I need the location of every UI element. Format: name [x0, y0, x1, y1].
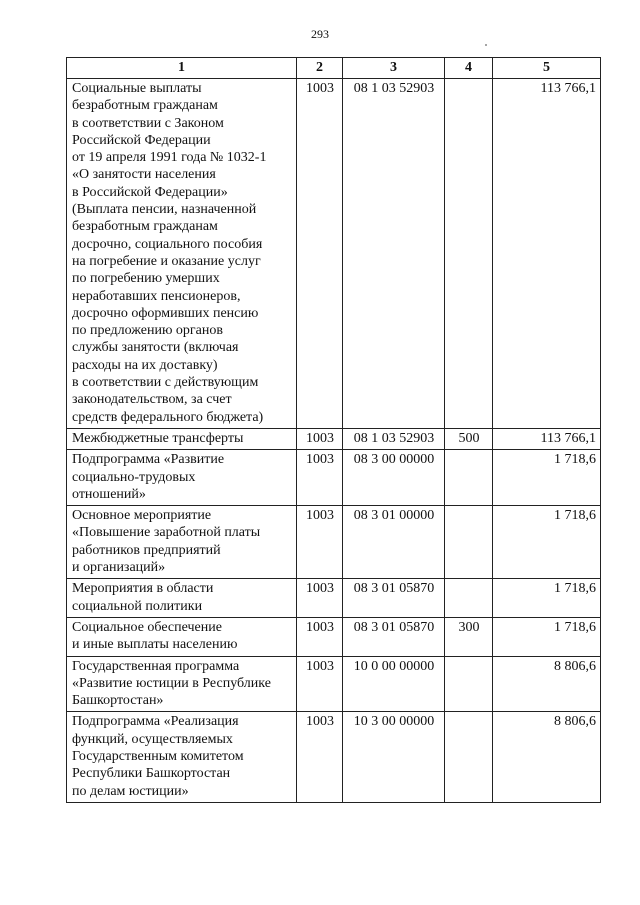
- amount-cell: 1 718,6: [493, 579, 601, 618]
- section-cell: 1003: [297, 428, 343, 449]
- row-name-line: работников предприятий: [72, 542, 221, 558]
- row-name-cell: [67, 712, 297, 802]
- amount-cell: 1 718,6: [493, 450, 601, 506]
- row-name-line: расходы на их доставку): [72, 357, 218, 373]
- row-name-line: и организаций»: [72, 560, 166, 576]
- header-col-5: 5: [493, 58, 601, 79]
- amount-cell: 8 806,6: [493, 712, 601, 802]
- row-name-line: по делам юстиции»: [72, 783, 189, 799]
- amount-cell: 8 806,6: [493, 656, 601, 712]
- header-col-2: 2: [297, 58, 343, 79]
- row-name-cell: [67, 579, 297, 618]
- row-name-line: по погребению умерших: [72, 271, 220, 287]
- header-row: [67, 58, 601, 79]
- header-col-3: 3: [343, 58, 445, 79]
- table-row: [67, 506, 601, 579]
- row-name-line: Российской Федерации: [72, 132, 211, 148]
- budget-table: [66, 57, 601, 803]
- row-name-line: неработавших пенсионеров,: [72, 288, 241, 304]
- target-code-cell: 10 3 00 00000: [343, 712, 445, 802]
- row-name-line: на погребение и оказание услуг: [72, 253, 261, 269]
- row-name-line: досрочно, социального пособия: [72, 236, 263, 252]
- row-name-cell: [67, 450, 297, 506]
- row-name-line: Государственная программа: [72, 658, 240, 674]
- target-code-cell: 08 3 01 05870: [343, 617, 445, 656]
- section-cell: 1003: [297, 617, 343, 656]
- row-name-line: функций, осуществляемых: [72, 731, 233, 747]
- amount-cell: 113 766,1: [493, 428, 601, 449]
- row-name-line: социальной политики: [72, 598, 203, 614]
- section-cell: 1003: [297, 579, 343, 618]
- row-name-line: «О занятости населения: [72, 167, 216, 183]
- row-name-cell: [67, 656, 297, 712]
- row-name-line: Подпрограмма «Развитие: [72, 452, 225, 468]
- row-name-line: в соответствии с Законом: [72, 115, 224, 131]
- section-cell: 1003: [297, 712, 343, 802]
- expense-type-cell: [445, 579, 493, 618]
- row-name-line: законодательством, за счет: [72, 392, 232, 408]
- row-name-line: Социальное обеспечение: [72, 619, 222, 635]
- section-cell: 1003: [297, 656, 343, 712]
- amount-cell: 113 766,1: [493, 79, 601, 429]
- expense-type-cell: [445, 712, 493, 802]
- header-col-1: 1: [67, 58, 297, 79]
- amount-cell: 1 718,6: [493, 617, 601, 656]
- row-name-cell: [67, 506, 297, 579]
- table-row: [67, 617, 601, 656]
- expense-type-cell: [445, 506, 493, 579]
- row-name-line: Подпрограмма «Реализация: [72, 714, 239, 730]
- row-name-line: Башкортостан»: [72, 693, 164, 709]
- row-name-line: средств федерального бюджета): [72, 409, 264, 425]
- row-name-line: социально-трудовых: [72, 469, 196, 485]
- table-body: [67, 79, 601, 803]
- row-name-line: (Выплата пенсии, назначенной: [72, 202, 257, 218]
- row-name-cell: [67, 79, 297, 429]
- expense-type-cell: [445, 656, 493, 712]
- row-name-line: «Повышение заработной платы: [72, 525, 261, 541]
- row-name-line: службы занятости (включая: [72, 340, 239, 356]
- target-code-cell: 08 1 03 52903: [343, 79, 445, 429]
- scan-speck: [485, 44, 487, 46]
- row-name-line: и иные выплаты населению: [72, 637, 238, 653]
- row-name-line: от 19 апреля 1991 года № 1032-1: [72, 150, 267, 166]
- row-name-line: Республики Башкортостан: [72, 766, 231, 782]
- expense-type-cell: 300: [445, 617, 493, 656]
- target-code-cell: 08 3 00 00000: [343, 450, 445, 506]
- row-name-line: Социальные выплаты: [72, 81, 202, 96]
- table-row: [67, 712, 601, 802]
- row-name-line: отношений»: [72, 486, 146, 502]
- row-name-line: безработным гражданам: [72, 219, 218, 235]
- row-name-line: Межбюджетные трансферты: [72, 430, 244, 446]
- expense-type-cell: [445, 450, 493, 506]
- row-name-line: Основное мероприятие: [72, 508, 212, 524]
- table-row: [67, 579, 601, 618]
- table-row: [67, 450, 601, 506]
- target-code-cell: 10 0 00 00000: [343, 656, 445, 712]
- row-name-line: Мероприятия в области: [72, 581, 214, 597]
- section-cell: 1003: [297, 79, 343, 429]
- row-name-cell: [67, 428, 297, 449]
- section-cell: 1003: [297, 506, 343, 579]
- target-code-cell: 08 1 03 52903: [343, 428, 445, 449]
- section-cell: 1003: [297, 450, 343, 506]
- page-number: 293: [311, 27, 329, 41]
- row-name-cell: [67, 617, 297, 656]
- row-name-line: в Российской Федерации»: [72, 184, 228, 200]
- row-name-line: в соответствии с действующим: [72, 375, 259, 391]
- row-name-line: «Развитие юстиции в Республике: [72, 675, 271, 691]
- table-row: [67, 428, 601, 449]
- target-code-cell: 08 3 01 00000: [343, 506, 445, 579]
- header-col-4: 4: [445, 58, 493, 79]
- row-name-line: безработным гражданам: [72, 98, 218, 114]
- table-row: [67, 656, 601, 712]
- row-name-line: Государственным комитетом: [72, 748, 244, 764]
- expense-type-cell: 500: [445, 428, 493, 449]
- amount-cell: 1 718,6: [493, 506, 601, 579]
- expense-type-cell: [445, 79, 493, 429]
- target-code-cell: 08 3 01 05870: [343, 579, 445, 618]
- row-name-line: досрочно оформивших пенсию: [72, 305, 259, 321]
- row-name-line: по предложению органов: [72, 323, 223, 339]
- table-row: [67, 79, 601, 429]
